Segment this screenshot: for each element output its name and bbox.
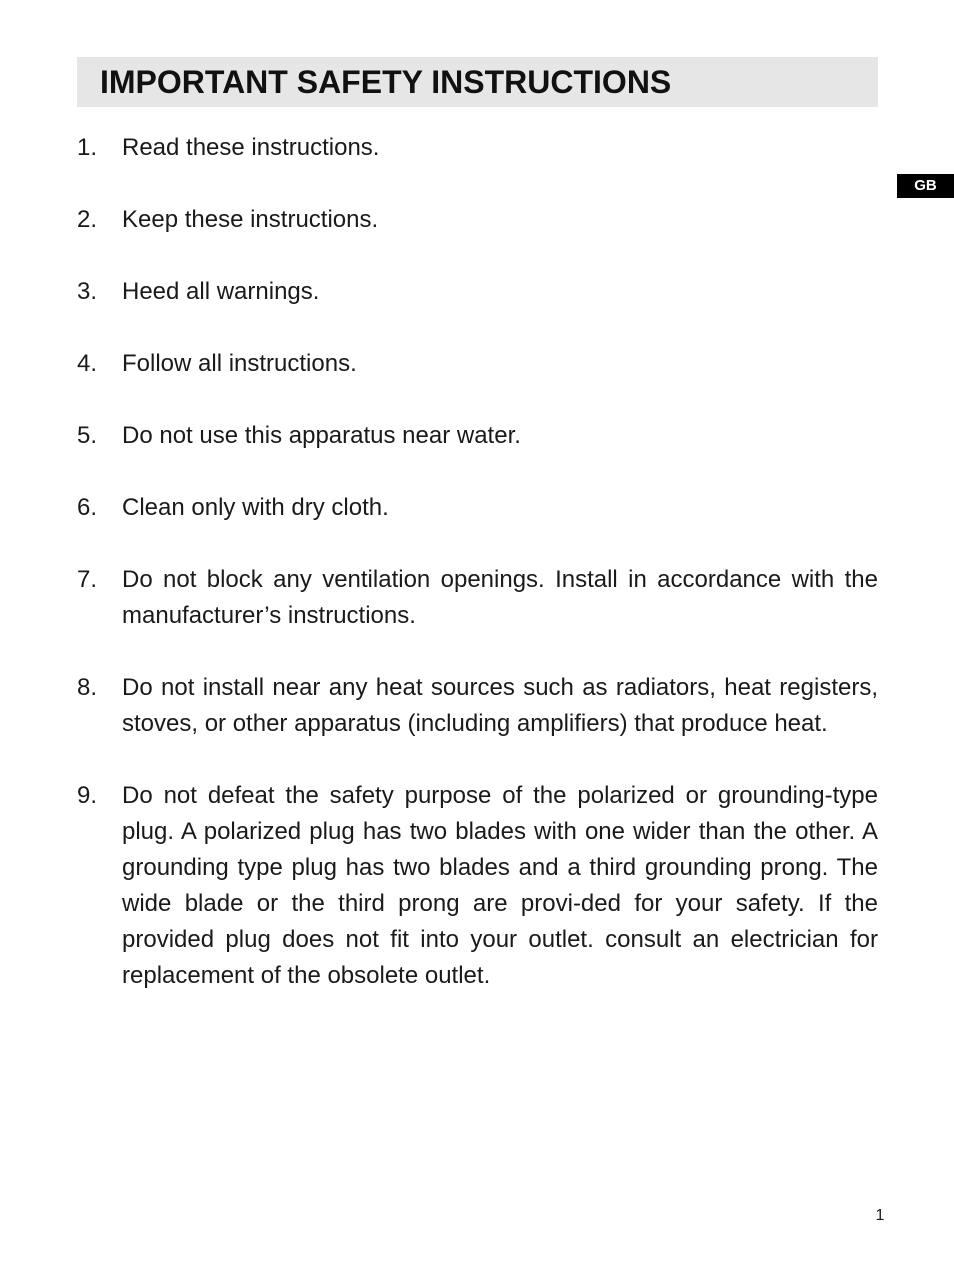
list-item (77, 202, 878, 238)
item-number: 5. (77, 422, 98, 449)
item-text: Do not install near any heat sources such as radiators, heat registers, stoves, or other apparatus (including amplifiers) that produce heat. (122, 674, 878, 737)
item-number: 4. (77, 350, 98, 377)
title-banner (77, 57, 878, 107)
item-number: 9. (77, 782, 98, 809)
item-text: Do not defeat the safety purpose of the polarized or grounding-type plug. A polarized plug has two blades with one wider than the other. A grounding type plug has two blades and a third grounding prong. The wide blade or the third prong are provi-ded for your safety. If the provided plug does not fit into your outlet. consult an electrician for replacement of the obsolete outlet. (122, 782, 878, 989)
item-number: 6. (77, 494, 98, 521)
instruction-list (77, 130, 878, 1030)
item-text: Follow all instructions. (122, 350, 357, 377)
item-text: Keep these instructions. (122, 206, 379, 233)
item-text: Heed all warnings. (122, 278, 320, 305)
list-item (77, 778, 878, 994)
item-number: 2. (77, 206, 98, 233)
item-number: 3. (77, 278, 98, 305)
list-item (77, 490, 878, 526)
item-text: Read these instructions. (122, 134, 380, 161)
page-number: 1 (875, 1207, 885, 1224)
item-number: 1. (77, 134, 98, 161)
list-item (77, 670, 878, 742)
page-title: IMPORTANT SAFETY INSTRUCTIONS (100, 64, 672, 100)
language-tab: GB (897, 174, 954, 198)
list-item (77, 274, 878, 310)
list-item (77, 346, 878, 382)
list-item (77, 562, 878, 634)
item-text: Clean only with dry cloth. (122, 494, 389, 521)
list-item (77, 130, 878, 166)
item-text: Do not block any ventilation openings. Install in accordance with the manufacturer’s instructions. (122, 566, 878, 629)
item-text: Do not use this apparatus near water. (122, 422, 521, 449)
list-item (77, 418, 878, 454)
item-number: 7. (77, 566, 98, 593)
item-number: 8. (77, 674, 98, 701)
